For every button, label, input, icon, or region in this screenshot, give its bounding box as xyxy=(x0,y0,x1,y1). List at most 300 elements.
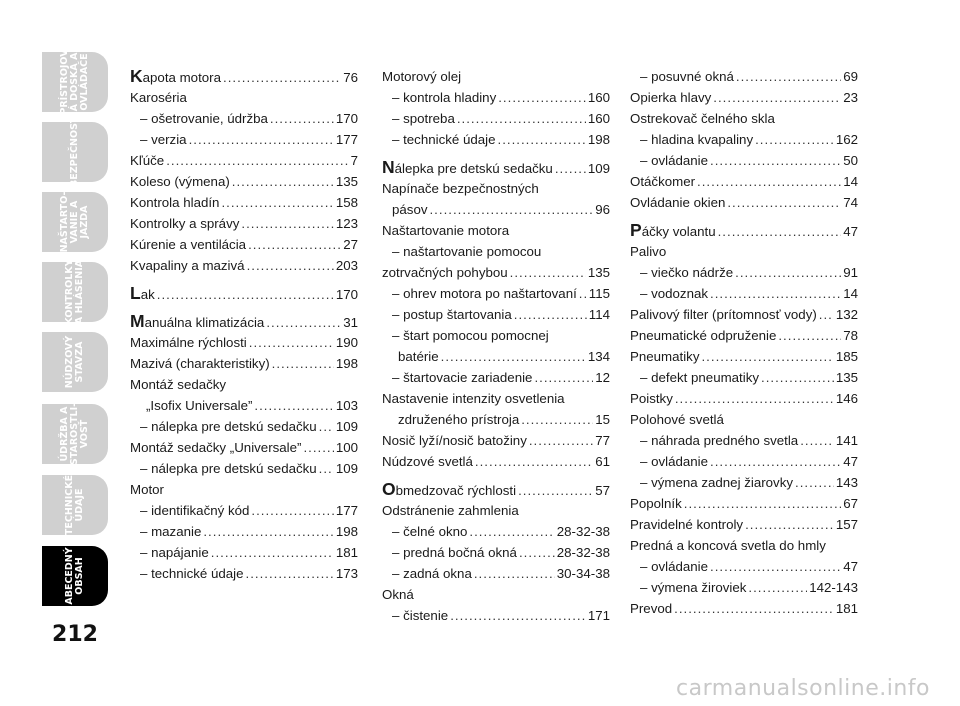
index-page-ref[interactable]: 77 xyxy=(595,433,610,448)
index-entry-label: – výmena žiroviek xyxy=(640,580,747,595)
index-entry-text xyxy=(382,451,473,472)
index-entry-text xyxy=(130,479,164,500)
dot-leader xyxy=(272,353,334,374)
index-page-ref[interactable]: 28-32-38 xyxy=(556,524,610,539)
index-entry xyxy=(630,87,858,108)
dot-leader xyxy=(241,213,333,234)
dot-leader xyxy=(498,87,586,108)
index-entry xyxy=(630,283,858,304)
index-entry xyxy=(382,304,610,325)
dot-leader xyxy=(519,542,555,563)
index-entry xyxy=(630,388,858,409)
index-entry-text xyxy=(630,262,733,283)
index-entry-text xyxy=(630,409,724,430)
index-entry xyxy=(382,262,610,283)
dot-leader xyxy=(800,430,834,451)
index-entry-text xyxy=(630,346,699,367)
index-entry-text xyxy=(630,535,826,556)
dot-leader xyxy=(303,437,333,458)
index-entry xyxy=(630,171,858,192)
index-page-ref[interactable]: 103 xyxy=(335,398,358,413)
index-entry-label: Opierka hlavy xyxy=(630,90,712,105)
index-entry xyxy=(130,500,358,521)
index-entry-text xyxy=(630,241,666,262)
index-entry-label: – výmena zadnej žiarovky xyxy=(640,475,793,490)
index-page-ref[interactable]: 114 xyxy=(588,307,610,322)
index-entry xyxy=(130,332,358,353)
dot-leader xyxy=(166,150,348,171)
index-entry xyxy=(382,479,610,500)
dot-leader xyxy=(223,67,341,88)
index-entry-text xyxy=(382,346,439,367)
index-entry xyxy=(130,213,358,234)
index-entry xyxy=(130,395,358,416)
index-letter-initial: K xyxy=(130,66,143,86)
index-page-ref[interactable]: 15 xyxy=(595,412,610,427)
index-entry-label: Ovládanie okien xyxy=(630,195,726,210)
dot-leader xyxy=(266,312,341,333)
index-entry-label: Kontrola hladín xyxy=(130,195,220,210)
dot-leader xyxy=(441,346,586,367)
index-page-ref[interactable]: 135 xyxy=(835,370,858,385)
index-page-ref[interactable]: 135 xyxy=(335,174,358,189)
index-page-ref[interactable]: 12 xyxy=(595,370,610,385)
index-page-ref[interactable]: 115 xyxy=(588,286,610,301)
chapter-tab[interactable] xyxy=(42,49,108,115)
index-entry xyxy=(382,500,610,521)
index-page-ref[interactable]: 177 xyxy=(335,132,358,147)
index-entry xyxy=(382,409,610,430)
index-page-ref[interactable]: 170 xyxy=(335,111,358,126)
chapter-tab-label: ABECEDNÝ OBSAH xyxy=(64,547,85,605)
dot-leader xyxy=(474,563,555,584)
index-entry-text xyxy=(130,255,245,276)
index-entry-text xyxy=(630,472,793,493)
watermark: carmanualsonline.info xyxy=(676,676,930,701)
index-entry xyxy=(630,430,858,451)
dot-leader xyxy=(518,480,593,501)
index-entry-label: – ovládanie xyxy=(640,454,709,469)
index-entry-label: Kvapaliny a mazivá xyxy=(130,258,245,273)
index-entry-label: Odstránenie zahmlenia xyxy=(382,503,519,518)
index-entry xyxy=(630,241,858,262)
index-entry xyxy=(130,542,358,563)
index-page-ref[interactable]: 14 xyxy=(843,174,858,189)
dot-leader xyxy=(450,605,586,626)
dot-leader xyxy=(498,129,586,150)
index-page-ref[interactable]: 7 xyxy=(350,153,358,168)
index-entry-text xyxy=(382,262,508,283)
index-entry-label: – zadná okna xyxy=(392,566,472,581)
index-page-ref[interactable]: 157 xyxy=(835,517,858,532)
chapter-tab-label: PRÍSTROJOV Á DOSKA A OVLÁDAČE xyxy=(59,49,90,115)
dot-leader xyxy=(745,514,834,535)
index-entry-label: Nastavenie intenzity osvetlenia xyxy=(382,391,565,406)
index-page-ref[interactable]: 190 xyxy=(335,335,358,350)
chapter-tab[interactable] xyxy=(42,259,108,325)
index-page-ref[interactable]: 132 xyxy=(835,307,858,322)
index-entry-label: Motorový olej xyxy=(382,69,462,84)
index-page-ref[interactable]: 160 xyxy=(587,111,610,126)
index-entry-text xyxy=(382,409,519,430)
index-page-ref[interactable]: 69 xyxy=(843,69,858,84)
index-entry-label: Okná xyxy=(382,587,414,602)
index-entry-label: Pneumatiky xyxy=(630,349,700,364)
index-page-ref[interactable]: 181 xyxy=(835,601,858,616)
index-page-ref[interactable]: 31 xyxy=(343,315,358,330)
index-page-ref[interactable]: 96 xyxy=(595,202,610,217)
dot-leader xyxy=(232,171,334,192)
index-entry-text xyxy=(130,150,164,171)
index-entry-text xyxy=(130,283,155,305)
index-entry-label: – hladina kvapaliny xyxy=(640,132,754,147)
index-entry-label: – nálepka pre detskú sedačku xyxy=(140,461,317,476)
index-entry-text xyxy=(630,66,734,87)
index-page-ref[interactable]: 123 xyxy=(335,216,358,231)
index-entry-label: – technické údaje xyxy=(140,566,244,581)
index-page-ref[interactable]: 135 xyxy=(587,265,610,280)
index-page-ref[interactable]: 173 xyxy=(335,566,358,581)
index-entry-label: Kúrenie a ventilácia xyxy=(130,237,247,252)
dot-leader xyxy=(701,346,833,367)
chapter-tab-label: NÚDZOVÝ STAVZA xyxy=(64,335,85,389)
index-entry-text xyxy=(382,220,509,241)
index-entry xyxy=(382,563,610,584)
chapter-tab[interactable] xyxy=(42,332,108,392)
index-entry-label: Pneumatické odpruženie xyxy=(630,328,777,343)
index-page-ref[interactable]: 158 xyxy=(335,195,358,210)
index-entry-label: anuálna klimatizácia xyxy=(144,315,265,330)
index-entry xyxy=(630,535,858,556)
dot-leader xyxy=(555,158,586,179)
dot-leader xyxy=(270,108,334,129)
index-entry xyxy=(382,521,610,542)
index-entry xyxy=(630,66,858,87)
dot-leader xyxy=(521,409,593,430)
index-entry xyxy=(130,192,358,213)
index-page-ref[interactable]: 109 xyxy=(335,419,358,434)
index-entry-text xyxy=(630,325,776,346)
index-page-ref[interactable]: 143 xyxy=(835,475,858,490)
index-entry-label: – viečko nádrže xyxy=(640,265,734,280)
chapter-tab-label: KONTROLKY A HLÁSENIA xyxy=(64,259,85,325)
index-page-ref[interactable]: 162 xyxy=(835,132,858,147)
index-page-ref[interactable]: 146 xyxy=(835,391,858,406)
chapter-tab[interactable] xyxy=(42,116,108,187)
chapter-tab[interactable] xyxy=(42,404,108,464)
index-entry-label: Popolník xyxy=(630,496,682,511)
index-entry-label: batérie xyxy=(398,349,439,364)
index-page-ref[interactable]: 47 xyxy=(843,454,858,469)
index-entry-label: – ohrev motora po naštartovaní xyxy=(392,286,577,301)
index-entry-text xyxy=(630,367,759,388)
index-page-ref[interactable]: 141 xyxy=(835,433,858,448)
index-page-ref[interactable]: 185 xyxy=(835,349,858,364)
index-entry-label: Pravidelné kontroly xyxy=(630,517,744,532)
index-entry-label: Nosič lyží/nosič batožiny xyxy=(382,433,527,448)
index-page-ref[interactable]: 76 xyxy=(343,70,358,85)
index-entry xyxy=(382,66,610,87)
index-page-ref[interactable]: 198 xyxy=(587,132,610,147)
index-entry xyxy=(630,129,858,150)
index-entry-text xyxy=(630,192,725,213)
index-entry xyxy=(130,479,358,500)
index-entry xyxy=(382,346,610,367)
index-entry-label: – ovládanie xyxy=(640,153,709,168)
index-entry xyxy=(130,458,358,479)
index-entry xyxy=(130,108,358,129)
index-entry-text xyxy=(630,514,743,535)
index-letter-initial: O xyxy=(382,479,396,499)
index-entry xyxy=(382,451,610,472)
index-entry-text xyxy=(130,395,252,416)
dot-leader xyxy=(510,262,586,283)
index-entry xyxy=(630,192,858,213)
index-entry-label: Napínače bezpečnostných xyxy=(382,181,539,196)
index-entry-text xyxy=(382,178,539,199)
index-entry xyxy=(630,598,858,619)
index-entry-label: – napájanie xyxy=(140,545,209,560)
index-entry-label: – technické údaje xyxy=(392,132,496,147)
index-page-ref[interactable]: 14 xyxy=(843,286,858,301)
index-entry-label: – kontrola hladiny xyxy=(392,90,497,105)
chapter-tab-label: BEZPEČNOSŤ xyxy=(69,116,80,187)
index-entry xyxy=(130,150,358,171)
index-entry-label: – ovládanie xyxy=(640,559,709,574)
index-entry xyxy=(130,171,358,192)
index-entry-label: – naštartovanie pomocou xyxy=(392,244,542,259)
dot-leader xyxy=(755,129,834,150)
index-page-ref[interactable]: 27 xyxy=(343,237,358,252)
index-entry-text xyxy=(630,150,708,171)
index-page-ref[interactable]: 100 xyxy=(335,440,358,455)
index-entry-text xyxy=(382,605,448,626)
index-entry xyxy=(130,563,358,584)
index-entry-text xyxy=(630,129,753,150)
index-entry xyxy=(382,584,610,605)
chapter-tab-label: TECHNICKÉ ÚDAJE xyxy=(64,474,85,536)
index-entry xyxy=(630,367,858,388)
index-entry-text xyxy=(382,325,549,346)
index-entry-label: Koleso (výmena) xyxy=(130,174,230,189)
index-entry xyxy=(382,605,610,626)
index-entry-label: pásov xyxy=(392,202,428,217)
index-entry-text xyxy=(382,157,553,179)
index-entry-text xyxy=(130,521,201,542)
chapter-tab-label: ÚDRŽBA A STAROSTLI- VOSŤ xyxy=(59,402,90,466)
dot-leader xyxy=(710,283,841,304)
chapter-tab[interactable] xyxy=(42,475,108,535)
index-entry-text xyxy=(130,66,221,88)
index-entry-text xyxy=(130,171,230,192)
index-page-ref[interactable]: 198 xyxy=(335,524,358,539)
index-entry xyxy=(130,283,358,304)
index-entry xyxy=(130,521,358,542)
index-page-ref[interactable]: 160 xyxy=(587,90,610,105)
index-letter-initial: N xyxy=(382,157,395,177)
index-column-3 xyxy=(630,66,858,619)
index-page-ref[interactable]: 47 xyxy=(843,224,858,239)
index-entry-label: ak xyxy=(140,287,155,302)
index-entry-text xyxy=(130,416,317,437)
index-entry-label: Kľúče xyxy=(130,153,165,168)
index-entry-text xyxy=(630,388,673,409)
chapter-tab[interactable] xyxy=(42,192,108,252)
index-entry-label: – ošetrovanie, údržba xyxy=(140,111,268,126)
index-entry-label: Palivový filter (prítomnosť vody) xyxy=(630,307,817,322)
index-page-ref[interactable]: 67 xyxy=(843,496,858,511)
index-entry-label: – náhrada predného svetla xyxy=(640,433,799,448)
index-entry xyxy=(382,367,610,388)
chapter-tab[interactable] xyxy=(42,546,108,606)
index-page-ref[interactable]: 171 xyxy=(587,608,610,623)
index-entry-text xyxy=(630,493,682,514)
index-page-ref[interactable]: 47 xyxy=(843,559,858,574)
index-column-2 xyxy=(382,66,610,626)
index-entry-label: Ostrekovač čelného skla xyxy=(630,111,775,126)
dot-leader xyxy=(429,199,593,220)
index-entry-text xyxy=(382,430,527,451)
index-page-ref[interactable]: 109 xyxy=(335,461,358,476)
index-entry-label: – štart pomocou pomocnej xyxy=(392,328,549,343)
index-entry-label: – spotreba xyxy=(392,111,455,126)
index-entry-text xyxy=(382,66,461,87)
index-column-1 xyxy=(130,66,358,584)
index-entry-text xyxy=(130,213,239,234)
index-page-ref[interactable]: 50 xyxy=(843,153,858,168)
index-entry xyxy=(130,234,358,255)
dot-leader xyxy=(735,262,841,283)
index-page-ref[interactable]: 57 xyxy=(595,483,610,498)
page-number: 212 xyxy=(52,622,98,647)
index-entry-label: Kontrolky a správy xyxy=(130,216,240,231)
index-entry xyxy=(630,108,858,129)
index-entry xyxy=(130,353,358,374)
index-page-ref[interactable]: 78 xyxy=(843,328,858,343)
index-entry-label: – predná bočná okná xyxy=(392,545,517,560)
dot-leader xyxy=(247,255,334,276)
index-entry xyxy=(630,325,858,346)
index-entry-text xyxy=(630,87,711,108)
index-entry xyxy=(382,220,610,241)
dot-leader xyxy=(748,577,807,598)
dot-leader xyxy=(710,451,841,472)
index-page-ref[interactable]: 134 xyxy=(587,349,610,364)
index-page-ref[interactable]: 177 xyxy=(335,503,358,518)
dot-leader xyxy=(675,388,834,409)
dot-leader xyxy=(249,332,334,353)
index-entry-text xyxy=(630,283,708,304)
index-entry-text xyxy=(130,332,247,353)
index-page-ref[interactable]: 198 xyxy=(335,356,358,371)
index-entry-label: Mazivá (charakteristiky) xyxy=(130,356,270,371)
index-entry-text xyxy=(630,556,708,577)
index-entry-label: Motor xyxy=(130,482,164,497)
dot-leader xyxy=(727,192,841,213)
dot-leader xyxy=(710,150,841,171)
index-letter-initial: P xyxy=(630,220,642,240)
index-entry xyxy=(630,556,858,577)
index-page-ref[interactable]: 203 xyxy=(335,258,358,273)
index-entry-text xyxy=(130,192,219,213)
index-entry-label: Montáž sedačky xyxy=(130,377,227,392)
dot-leader xyxy=(697,171,841,192)
index-entry-text xyxy=(630,430,798,451)
dot-leader xyxy=(684,493,841,514)
index-entry-label: Prevod xyxy=(630,601,673,616)
index-entry xyxy=(382,283,610,304)
index-page-ref[interactable]: 23 xyxy=(843,90,858,105)
index-page-ref[interactable]: 61 xyxy=(595,454,610,469)
index-page-ref[interactable]: 142-143 xyxy=(809,580,858,595)
index-entry-text xyxy=(630,577,746,598)
index-entry-text xyxy=(630,304,817,325)
index-entry xyxy=(130,311,358,332)
dot-leader xyxy=(221,192,333,213)
index-entry xyxy=(130,255,358,276)
index-entry xyxy=(630,220,858,241)
dot-leader xyxy=(674,598,834,619)
index-entry-label: Polohové svetlá xyxy=(630,412,724,427)
index-entry-text xyxy=(382,584,414,605)
index-page-ref[interactable]: 181 xyxy=(335,545,358,560)
chapter-tab-label: NAŠTARTO- VANIE A JAZDA xyxy=(59,191,90,253)
index-entry-label: združeného prístroja xyxy=(398,412,520,427)
index-entry-text xyxy=(630,451,708,472)
index-page-ref[interactable]: 109 xyxy=(587,161,610,176)
dot-leader xyxy=(534,367,593,388)
index-entry-text xyxy=(130,108,268,129)
index-entry-text xyxy=(630,108,775,129)
dot-leader xyxy=(529,430,593,451)
index-entry-text xyxy=(130,563,244,584)
index-entry xyxy=(630,150,858,171)
index-entry-label: – verzia xyxy=(140,132,187,147)
index-entry-label: Montáž sedačky „Universale” xyxy=(130,440,302,455)
index-entry-label: Predná a koncová svetla do hmly xyxy=(630,538,826,553)
index-entry-text xyxy=(382,479,516,501)
index-entry-text xyxy=(130,500,249,521)
index-entry-label: Naštartovanie motora xyxy=(382,223,510,238)
index-entry-text xyxy=(382,521,467,542)
index-entry xyxy=(130,129,358,150)
index-page-ref[interactable]: 28-32-38 xyxy=(556,545,610,560)
index-entry xyxy=(382,199,610,220)
index-entry-label: álepka pre detskú sedačku xyxy=(394,161,553,176)
index-entry-text xyxy=(382,367,532,388)
index-entry-text xyxy=(130,374,226,395)
index-entry-text xyxy=(130,129,187,150)
index-entry xyxy=(130,416,358,437)
index-page-ref[interactable]: 170 xyxy=(335,287,358,302)
index-entry-text xyxy=(382,129,496,150)
index-entry xyxy=(630,409,858,430)
index-entry-label: – defekt pneumatiky xyxy=(640,370,760,385)
index-entry-label: – identifikačný kód xyxy=(140,503,250,518)
dot-leader xyxy=(819,304,834,325)
index-entry xyxy=(630,262,858,283)
index-page-ref[interactable]: 30-34-38 xyxy=(556,566,610,581)
index-entry xyxy=(382,129,610,150)
index-entry-text xyxy=(630,220,716,242)
index-page-ref[interactable]: 74 xyxy=(843,195,858,210)
index-entry-label: zotrvačných pohybou xyxy=(382,265,508,280)
index-entry-text xyxy=(382,542,517,563)
index-entry-label: – posuvné okná xyxy=(640,69,734,84)
index-entry xyxy=(130,66,358,87)
dot-leader xyxy=(475,451,593,472)
index-page-ref[interactable]: 91 xyxy=(843,265,858,280)
